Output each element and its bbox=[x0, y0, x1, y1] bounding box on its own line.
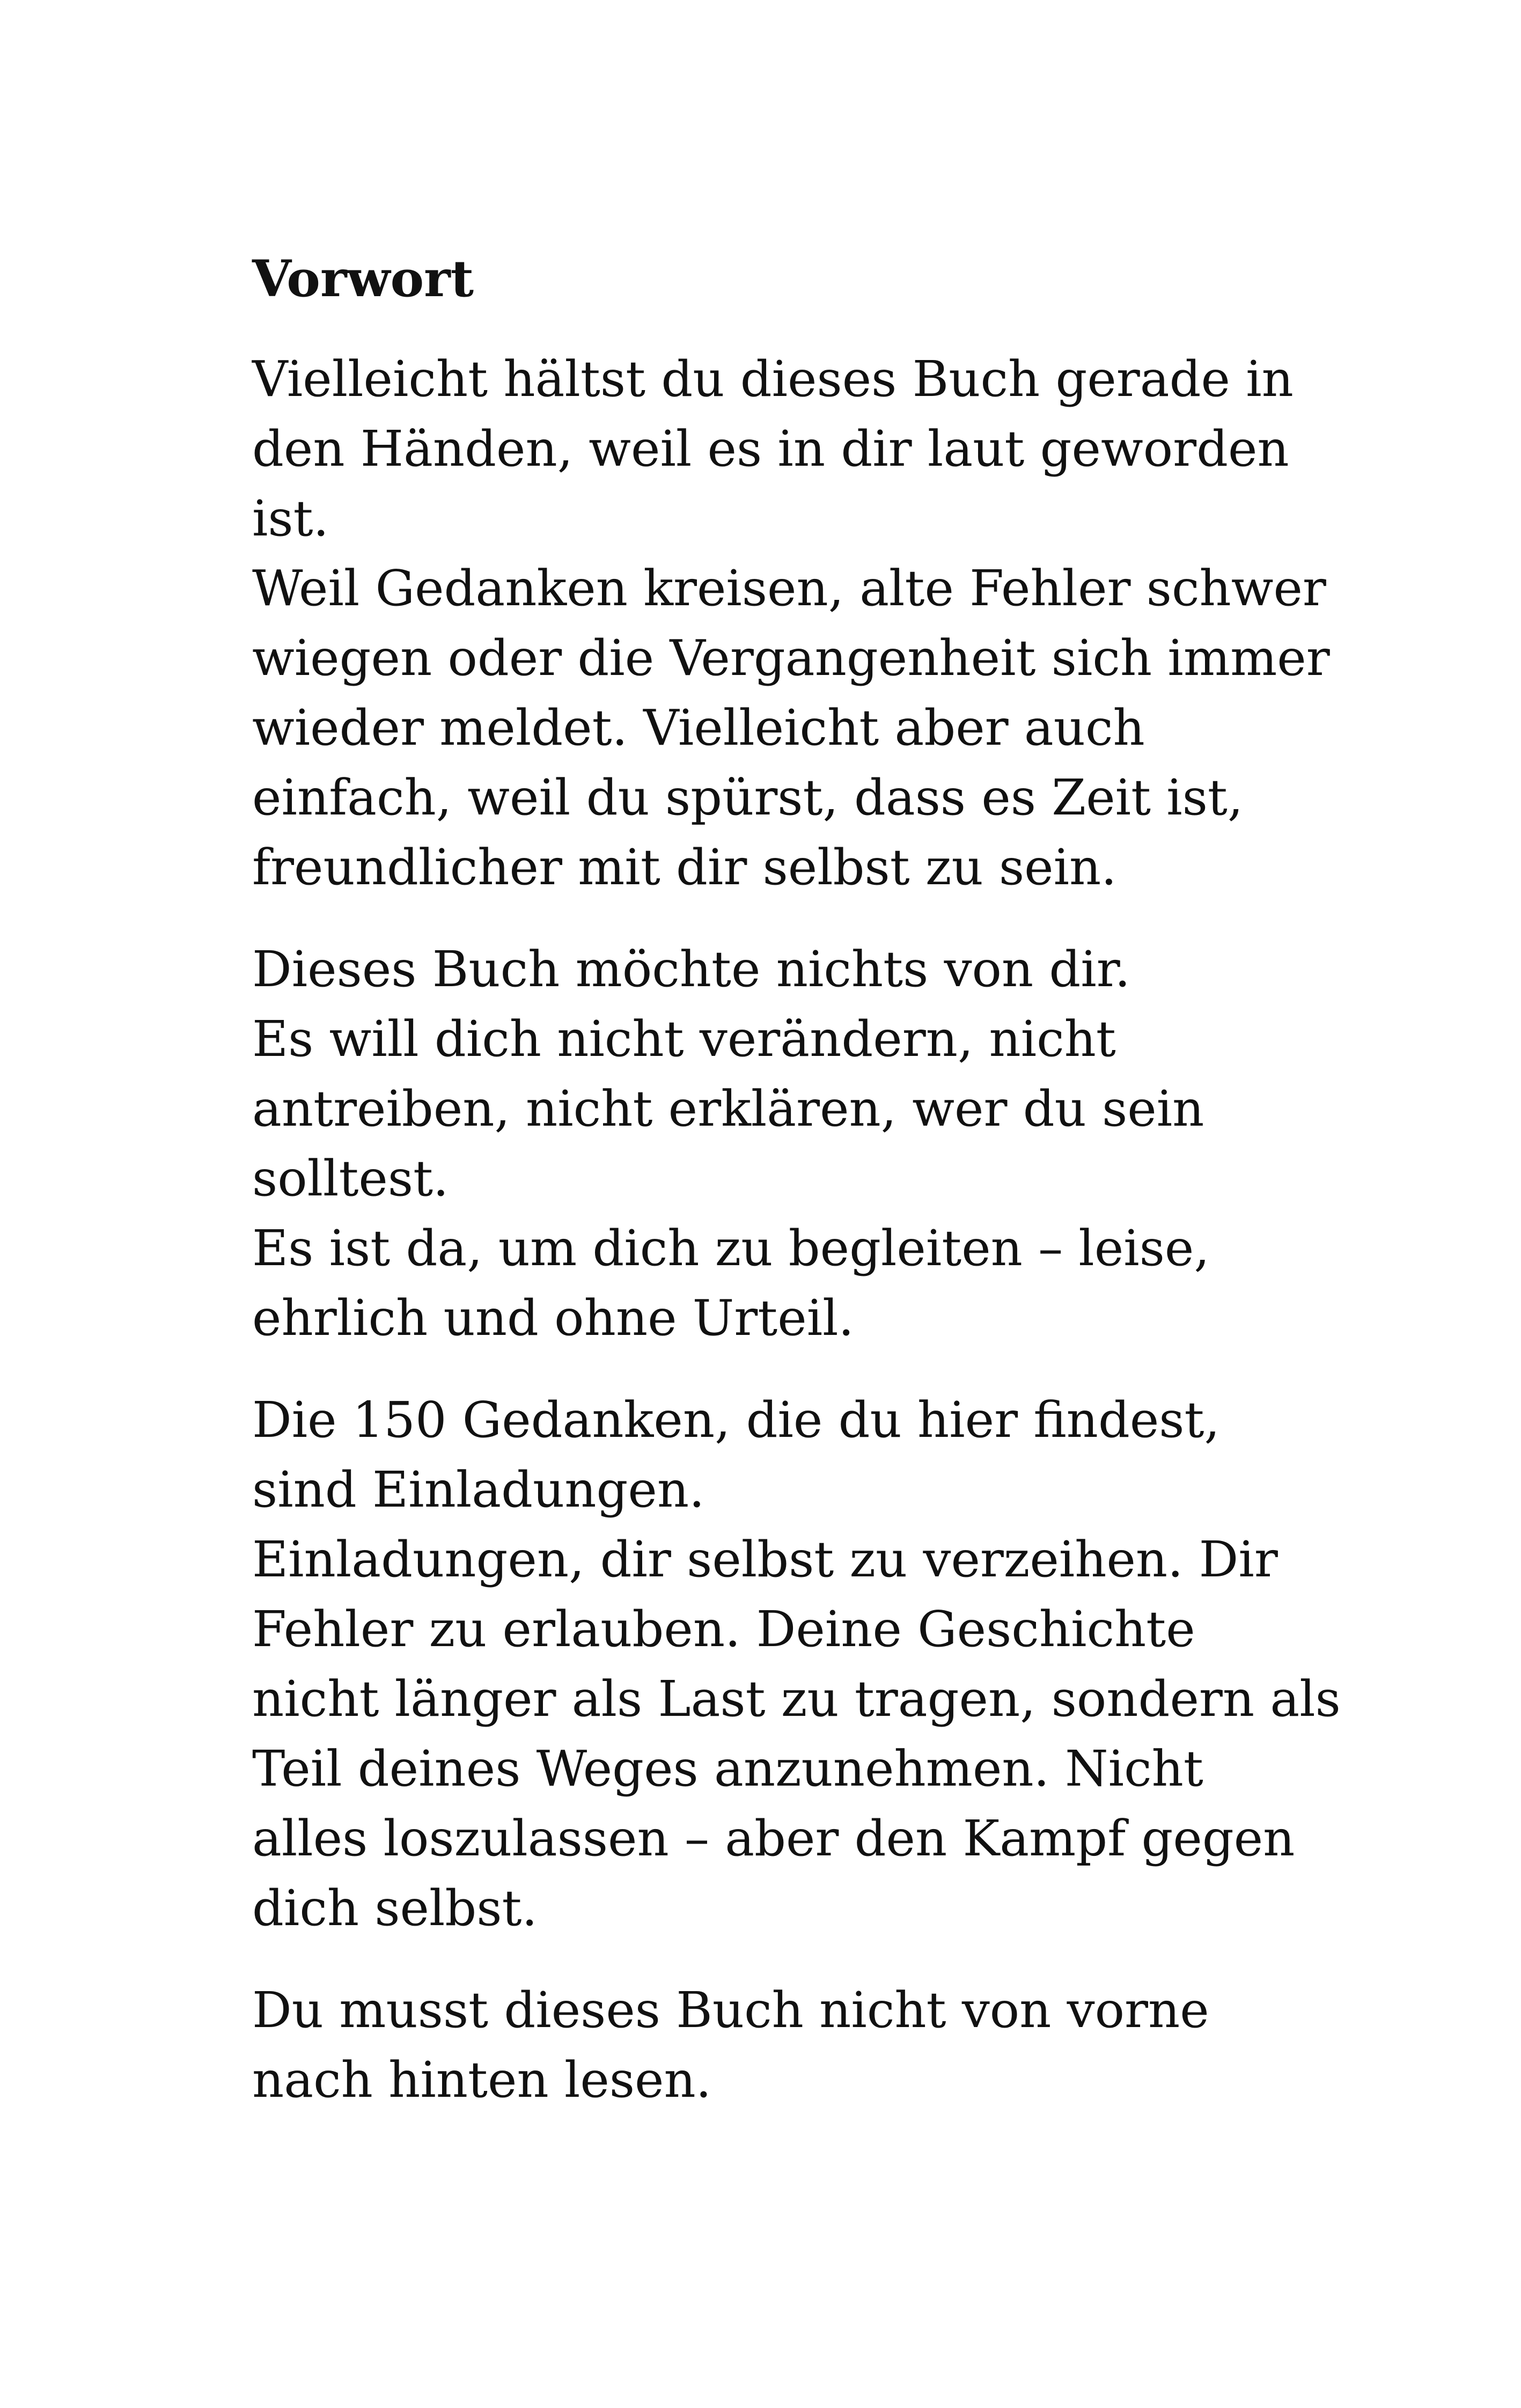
paragraph-line: Es ist da, um dich zu begleiten – leise, bbox=[252, 1220, 1210, 1277]
paragraph-line: Es will dich nicht verändern, nicht bbox=[252, 1010, 1116, 1068]
paragraph-line: Vielleicht hältst du dieses Buch gerade in bbox=[252, 350, 1294, 408]
paragraph-line: ist. bbox=[252, 490, 329, 547]
paragraph-line: freundlicher mit dir selbst zu sein. bbox=[252, 839, 1117, 896]
paragraph-line: wiegen oder die Vergangenheit sich immer bbox=[252, 629, 1330, 687]
page-title: Vorwort bbox=[252, 249, 474, 309]
paragraph-line: Die 150 Gedanken, die du hier findest, bbox=[252, 1391, 1220, 1449]
paragraph-2 bbox=[252, 935, 1288, 1353]
paragraph-line: Fehler zu erlauben. Deine Geschichte bbox=[252, 1601, 1195, 1658]
paragraph-line: Teil deines Weges anzunehmen. Nicht bbox=[252, 1740, 1203, 1797]
document-page bbox=[252, 249, 1341, 2147]
paragraph-line: dich selbst. bbox=[252, 1880, 538, 1937]
paragraph-line: solltest. bbox=[252, 1150, 449, 1207]
paragraph-line: wieder meldet. Vielleicht aber auch bbox=[252, 699, 1145, 757]
paragraph-line: einfach, weil du spürst, dass es Zeit ist, bbox=[252, 769, 1244, 826]
paragraph-line: Dieses Buch möchte nichts von dir. bbox=[252, 941, 1130, 998]
paragraph-3 bbox=[252, 1385, 1341, 1943]
paragraph-line: sind Einladungen. bbox=[252, 1461, 705, 1518]
paragraph-line: alles loszulassen – aber den Kampf gegen bbox=[252, 1810, 1295, 1867]
paragraph-line: ehrlich und ohne Urteil. bbox=[252, 1289, 854, 1347]
paragraph-1 bbox=[252, 344, 1330, 902]
paragraph-line: Weil Gedanken kreisen, alte Fehler schwer bbox=[252, 560, 1326, 617]
paragraph-line: Einladungen, dir selbst zu verzeihen. Dir bbox=[252, 1531, 1278, 1588]
paragraph-4 bbox=[252, 1976, 1288, 2115]
paragraph-line: antreiben, nicht erklären, wer du sein bbox=[252, 1080, 1204, 1137]
paragraph-line: den Händen, weil es in dir laut geworden bbox=[252, 420, 1289, 478]
paragraph-line: Du musst dieses Buch nicht von vorne bbox=[252, 1981, 1209, 2039]
paragraph-line: nicht länger als Last zu tragen, sondern als bbox=[252, 1670, 1341, 1728]
paragraph-line: nach hinten lesen. bbox=[252, 2051, 711, 2109]
